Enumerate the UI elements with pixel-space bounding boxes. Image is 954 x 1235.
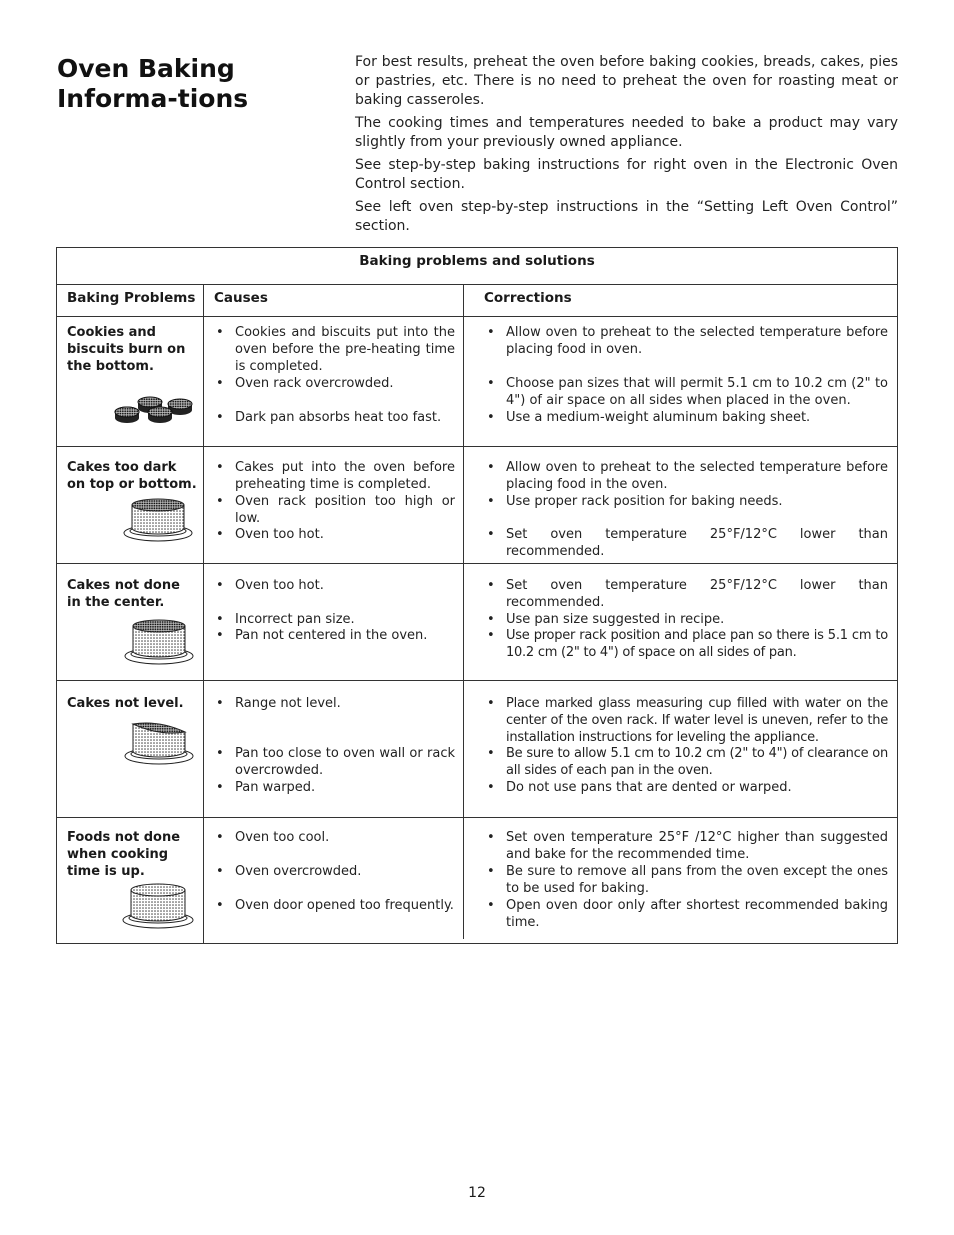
correction-item: • Set oven temperature 25°F /12°C higher than suggested and bake for the recommended time.: [485, 829, 888, 863]
page-title: Oven Baking Informa-tions: [57, 54, 249, 113]
correction-item: • Use proper rack position and place pan so there is 5.1 cm to 10.2 cm (2" to 4") of space on all sides of pan.: [485, 627, 888, 661]
baking-problems-table: [56, 247, 898, 944]
cause-item: • Oven too hot.: [214, 526, 455, 543]
cause-item: • Oven too cool.: [214, 829, 455, 846]
correction-item: • Use proper rack position for baking needs.: [485, 493, 888, 510]
cause-item: • Cakes put into the oven before preheating time is completed.: [214, 459, 455, 493]
cause-item: • Cookies and biscuits put into the oven before the pre-heating time is completed.: [214, 324, 455, 375]
divider: [57, 563, 897, 564]
correction-item: • Choose pan sizes that will permit 5.1 cm to 10.2 cm (2" to 4") of air space on all sides when placed in the oven.: [485, 375, 888, 409]
correction-item: • Be sure to remove all pans from the oven except the ones to be used for baking.: [485, 863, 888, 897]
correction-item: • Set oven temperature 25°F/12°C lower than recommended.: [485, 577, 888, 611]
header-problems: Baking Problems: [67, 290, 196, 306]
correction-item: • Allow oven to preheat to the selected temperature before placing food in oven.: [485, 324, 888, 358]
cause-item: • Incorrect pan size.: [214, 611, 455, 628]
page-number: 12: [468, 1185, 486, 1201]
cause-item: • Oven rack position too high or low.: [214, 493, 455, 527]
cause-item: • Oven door opened too frequently.: [214, 897, 455, 914]
cake-icon: [123, 616, 195, 666]
intro-paragraph: For best results, preheat the oven before baking cookies, breads, cakes, pies or pastries, etc. There is no need to preheat the oven for roasting meat or baking casseroles.: [355, 54, 898, 108]
correction-item: • Allow oven to preheat to the selected temperature before placing food in the oven.: [485, 459, 888, 493]
correction-item: • Use a medium-weight aluminum baking sheet.: [485, 409, 888, 426]
divider: [57, 316, 897, 317]
cause-item: • Dark pan absorbs heat too fast.: [214, 409, 455, 426]
intro-text: [355, 53, 898, 240]
column-divider: [203, 284, 204, 943]
divider: [57, 817, 897, 818]
correction-item: • Be sure to allow 5.1 cm to 10.2 cm (2" to 4") of clearance on all sides of each pan in the oven.: [485, 745, 888, 779]
cause-item: • Pan not centered in the oven.: [214, 627, 455, 644]
column-divider: [463, 284, 464, 939]
problem-label: Foods not done when cooking time is up.: [67, 830, 181, 879]
cake-icon: [122, 495, 194, 543]
problem-label: Cakes too dark on top or bottom.: [67, 460, 197, 492]
problem-label: Cookies and biscuits burn on the bottom.: [67, 325, 186, 374]
cause-item: • Oven rack overcrowded.: [214, 375, 455, 392]
correction-item: • Use pan size suggested in recipe.: [485, 611, 888, 628]
cause-item: • Oven too hot.: [214, 577, 455, 594]
correction-item: • Set oven temperature 25°F/12°C lower than recommended.: [485, 526, 888, 560]
cause-item: • Oven overcrowded.: [214, 863, 455, 880]
problem-label: Cakes not done in the center.: [67, 578, 180, 610]
divider: [57, 284, 897, 285]
intro-paragraph: See left oven step-by-step instructions in the “Setting Left Oven Control” section.: [355, 199, 898, 234]
table-title: Baking problems and solutions: [359, 253, 595, 269]
intro-paragraph: See step-by-step baking instructions for right oven in the Electronic Oven Control section.: [355, 157, 898, 192]
header-causes: Causes: [214, 290, 268, 306]
cause-item: • Pan too close to oven wall or rack overcrowded.: [214, 745, 455, 779]
intro-paragraph: The cooking times and temperatures needed to bake a product may vary slightly from your previously owned appliance.: [355, 115, 898, 150]
correction-item: • Place marked glass measuring cup filled with water on the center of the oven rack. If water level is uneven, refer to the installation instructions for leveling the appliance.: [485, 695, 888, 746]
cause-item: • Range not level.: [214, 695, 455, 712]
cause-item: • Pan warped.: [214, 779, 455, 796]
cake-icon: [121, 880, 195, 930]
header-corrections: Corrections: [484, 290, 572, 306]
tilted-cake-icon: [123, 718, 195, 766]
divider: [57, 446, 897, 447]
problem-label: Cakes not level.: [67, 696, 184, 711]
divider: [57, 680, 897, 681]
cookies-on-sheet-icon: [112, 386, 198, 428]
correction-item: • Open oven door only after shortest recommended baking time.: [485, 897, 888, 931]
correction-item: • Do not use pans that are dented or warped.: [485, 779, 888, 796]
